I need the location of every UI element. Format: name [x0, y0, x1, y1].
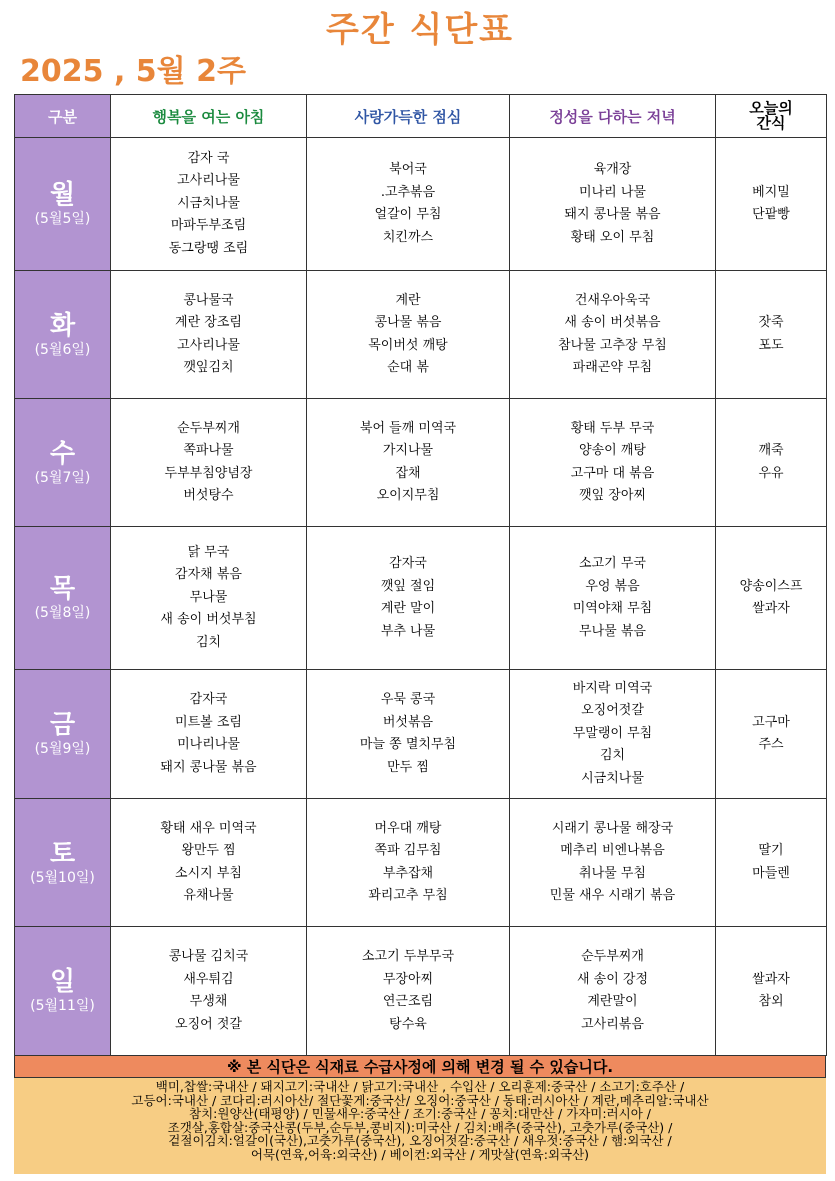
table-row: [15, 271, 827, 399]
menu-item: 목이버섯 깨탕: [368, 337, 448, 353]
menu-item: 무생채: [189, 994, 228, 1009]
snack-cell: [716, 399, 827, 527]
menu-item: 깨죽: [758, 443, 784, 458]
menu-item: 오이지무침: [376, 488, 440, 503]
menu-item: 민물 새우 시래기 볶음: [549, 888, 676, 903]
snack-cell: [716, 271, 827, 399]
snack-cell: [716, 527, 827, 670]
menu-item: 북어 들깨 미역국: [359, 420, 457, 436]
dinner-cell: [510, 399, 716, 527]
table-header-row: [15, 95, 827, 138]
breakfast-cell: [111, 138, 307, 271]
menu-item: 마늘 쫑 멸치무침: [359, 737, 457, 752]
day-cell: [15, 799, 111, 927]
page-title: 주간 식단표: [325, 10, 515, 50]
menu-item: 닭 무국: [187, 544, 230, 560]
dinner-cell: [510, 670, 716, 799]
snack-cell: [716, 799, 827, 927]
breakfast-cell: [111, 927, 307, 1056]
day-date: (5월8일): [34, 605, 91, 621]
menu-item: 무나물: [189, 589, 228, 605]
menu-item: 유채나물: [183, 888, 234, 903]
day-name: 금: [49, 710, 76, 740]
origin-info: [14, 1078, 826, 1174]
menu-item: 순대 볶: [387, 360, 429, 375]
lunch-cell: [307, 799, 510, 927]
header-snack: [716, 95, 827, 138]
week-label: 2025 , 5월 2주: [20, 54, 246, 89]
origin-line: 백미,찹쌀:국내산 / 돼지고기:국내산 / 닭고기:국내산 , 수입산 / 오리훈제:중국산 / 소고기:호주산 /: [155, 1079, 685, 1094]
lunch-cell: [307, 138, 510, 271]
day-date: (5월11일): [30, 998, 95, 1014]
menu-item: 메추리 비엔나볶음: [560, 843, 665, 858]
menu-item: 부추 나물: [380, 623, 436, 639]
menu-item: 왕만두 찜: [181, 843, 236, 858]
menu-item: 연근조림: [382, 994, 434, 1009]
header-dinner: 정성을 다하는 저녁: [510, 95, 716, 138]
day-name: 토: [49, 838, 76, 869]
menu-item: 무나물 볶음: [579, 623, 646, 639]
menu-item: 취나물 무침: [579, 865, 646, 881]
menu-item: 미트볼 조림: [175, 714, 242, 730]
menu-item: 콩나물국: [183, 292, 234, 308]
table-row: [15, 670, 827, 799]
day-date: (5월9일): [34, 741, 91, 757]
menu-item: 만두 찜: [387, 759, 429, 775]
menu-item: 잣죽: [758, 315, 784, 330]
menu-item: 미나리 나물: [579, 184, 646, 200]
dinner-cell: [510, 927, 716, 1056]
menu-item: 마들렌: [752, 865, 790, 881]
day-name: 목: [49, 574, 76, 604]
table-row: [15, 138, 827, 271]
menu-item: 깻잎김치: [183, 360, 234, 375]
menu-item: 오징어젓갈: [581, 703, 644, 719]
menu-item: 황태 오이 무침: [570, 229, 655, 245]
menu-item: 감자채 볶음: [175, 567, 242, 583]
menu-item: 소시지 부침: [175, 865, 242, 881]
menu-item: 깻잎 장아찌: [579, 488, 646, 503]
origin-line: 어묵(연육,어육:외국산) / 베이컨:외국산 / 게맛살(연육:외국산): [250, 1146, 590, 1162]
menu-item: 단팥빵: [752, 207, 790, 222]
menu-item: 고구마: [752, 714, 790, 730]
menu-item: 계란: [395, 292, 421, 308]
menu-item: 소고기 두부무국: [361, 949, 455, 964]
menu-item: 우유: [758, 465, 784, 481]
weekly-menu-table: [14, 94, 827, 1056]
menu-item: 바지락 미역국: [572, 680, 653, 696]
dinner-cell: [510, 271, 716, 399]
table-row: [15, 927, 827, 1056]
header-day: 구분: [15, 95, 111, 138]
menu-item: 버섯볶음: [382, 714, 434, 730]
menu-item: 우엉 볶음: [585, 578, 640, 594]
menu-item: 미나리나물: [177, 737, 240, 752]
menu-item: 김치: [599, 748, 626, 764]
origin-line: 조갯살,홍합살:중국산콩(두부,순두부,콩비지):미국산 / 김치:배추(중국산), 고춧가루(중국산) /: [167, 1119, 673, 1135]
menu-item: 육개장: [593, 162, 632, 177]
menu-item: 고사리볶음: [581, 1016, 644, 1032]
menu-item: 돼지 콩나물 볶음: [160, 759, 257, 775]
day-cell: [15, 271, 111, 399]
breakfast-cell: [111, 670, 307, 799]
breakfast-cell: [111, 799, 307, 927]
lunch-cell: [307, 399, 510, 527]
day-cell: [15, 927, 111, 1056]
menu-item: 참나물 고추장 무침: [558, 337, 667, 353]
menu-item: .고추볶음: [380, 184, 436, 200]
menu-item: 고사리나물: [177, 173, 240, 189]
menu-item: 감자국: [189, 692, 228, 707]
menu-item: 주스: [758, 737, 784, 752]
table-row: [15, 527, 827, 670]
menu-item: 새 송이 버섯볶음: [564, 315, 661, 330]
lunch-cell: [307, 927, 510, 1056]
menu-item: 딸기: [758, 843, 784, 858]
menu-item: 시금치나물: [177, 195, 240, 211]
menu-item: 돼지 콩나물 볶음: [564, 207, 661, 222]
lunch-cell: [307, 527, 510, 670]
menu-item: 참외: [758, 994, 784, 1009]
day-cell: [15, 399, 111, 527]
menu-item: 포도: [758, 337, 784, 353]
header-lunch: 사랑가득한 점심: [307, 95, 510, 138]
menu-item: 우묵 콩국: [380, 692, 436, 707]
day-cell: [15, 138, 111, 271]
breakfast-cell: [111, 399, 307, 527]
menu-item: 깻잎 절임: [380, 578, 436, 594]
menu-item: 파래곤약 무침: [572, 360, 653, 375]
menu-item: 버섯탕수: [183, 488, 234, 503]
menu-item: 건새우아욱국: [574, 292, 651, 308]
menu-item: 마파두부조림: [170, 218, 247, 234]
day-name: 일: [49, 967, 76, 997]
menu-item: 고구마 대 볶음: [570, 465, 655, 481]
menu-item: 계란 말이: [380, 601, 436, 616]
menu-item: 고사리나물: [177, 337, 240, 353]
menu-item: 양송이 깨탕: [579, 443, 646, 458]
snack-cell: [716, 138, 827, 271]
day-name: 수: [49, 438, 76, 469]
menu-item: 잡채: [395, 465, 421, 481]
menu-item: 계란말이: [587, 994, 638, 1009]
dinner-cell: [510, 799, 716, 927]
snack-cell: [716, 927, 827, 1056]
change-notice: ※ 본 식단은 식재료 수급사정에 의해 변경 될 수 있습니다.: [14, 1055, 826, 1078]
header-snack-line1: 오늘의: [749, 99, 793, 117]
header-snack-line2: 간식: [756, 114, 786, 132]
menu-item: 새우튀김: [183, 971, 234, 987]
day-name: 월: [49, 180, 76, 210]
dinner-cell: [510, 138, 716, 271]
day-date: (5월5일): [34, 211, 91, 227]
origin-line: 겉절이김치:얼갈이(국산),고춧가루(중국산), 오징어젓갈:중국산 / 새우젓:중국산 / 햄:외국산 /: [168, 1133, 672, 1149]
menu-item: 오징어 젓갈: [175, 1016, 242, 1032]
menu-item: 감자국: [389, 556, 427, 571]
menu-item: 미역야채 무침: [572, 601, 653, 616]
snack-cell: [716, 670, 827, 799]
menu-item: 쌀과자: [752, 601, 790, 616]
menu-item: 순두부찌개: [581, 949, 644, 964]
menu-item: 새 송이 강정: [576, 971, 649, 987]
menu-item: 베지밀: [752, 184, 790, 200]
day-name: 화: [49, 310, 76, 341]
menu-item: 부추잡채: [382, 865, 434, 881]
menu-item: 쪽파나물: [183, 443, 234, 458]
lunch-cell: [307, 271, 510, 399]
menu-item: 두부부침양념장: [164, 465, 253, 481]
origin-line: 참치:원양산(태평양) / 민물새우:중국산 / 조기:중국산 / 꽁치:대만산 / 가자미:러시아 /: [189, 1106, 651, 1122]
menu-item: 콩나물 김치국: [168, 949, 249, 964]
menu-item: 가지나물: [382, 443, 434, 458]
table-row: [15, 799, 827, 927]
menu-item: 머우대 깨탕: [374, 820, 442, 836]
menu-item: 계란 장조림: [175, 315, 242, 330]
menu-item: 시금치나물: [581, 770, 644, 786]
day-cell: [15, 670, 111, 799]
menu-item: 황태 두부 무국: [570, 420, 655, 436]
lunch-cell: [307, 670, 510, 799]
menu-item: 새 송이 버섯부침: [160, 612, 257, 628]
day-date: (5월6일): [34, 341, 91, 358]
menu-item: 무말랭이 무침: [572, 725, 653, 741]
menu-item: 시래기 콩나물 해장국: [551, 820, 674, 836]
breakfast-cell: [111, 271, 307, 399]
day-date: (5월7일): [34, 469, 91, 486]
header-breakfast: 행복을 여는 아침: [111, 95, 307, 138]
menu-item: 쌀과자: [752, 971, 790, 987]
menu-item: 순두부찌개: [177, 420, 240, 436]
breakfast-cell: [111, 527, 307, 670]
menu-item: 동그랑땡 조림: [168, 240, 249, 256]
table-row: [15, 399, 827, 527]
menu-item: 양송이스프: [739, 578, 803, 594]
menu-item: 얼갈이 무침: [374, 207, 442, 222]
menu-item: 탕수육: [389, 1016, 427, 1032]
day-date: (5월10일): [30, 869, 95, 886]
menu-item: 소고기 무국: [579, 556, 646, 571]
menu-item: 꽈리고추 무침: [368, 888, 448, 903]
menu-item: 황태 새우 미역국: [160, 820, 257, 836]
menu-item: 북어국: [389, 162, 427, 177]
title-bar: [14, 8, 826, 52]
menu-item: 감자 국: [187, 150, 230, 166]
dinner-cell: [510, 527, 716, 670]
day-cell: [15, 527, 111, 670]
menu-item: 치킨까스: [382, 229, 434, 245]
origin-line: 고등어:국내산 / 코다리:러시아산/ 절단꽃게:중국산/ 오징어:중국산 / 동태:러시아산 / 계란,메추리알:국내산: [131, 1092, 709, 1108]
menu-item: 김치: [195, 634, 222, 650]
menu-item: 콩나물 볶음: [374, 315, 442, 330]
menu-item: 무장아찌: [382, 971, 434, 987]
menu-item: 쪽파 김무침: [374, 843, 442, 858]
